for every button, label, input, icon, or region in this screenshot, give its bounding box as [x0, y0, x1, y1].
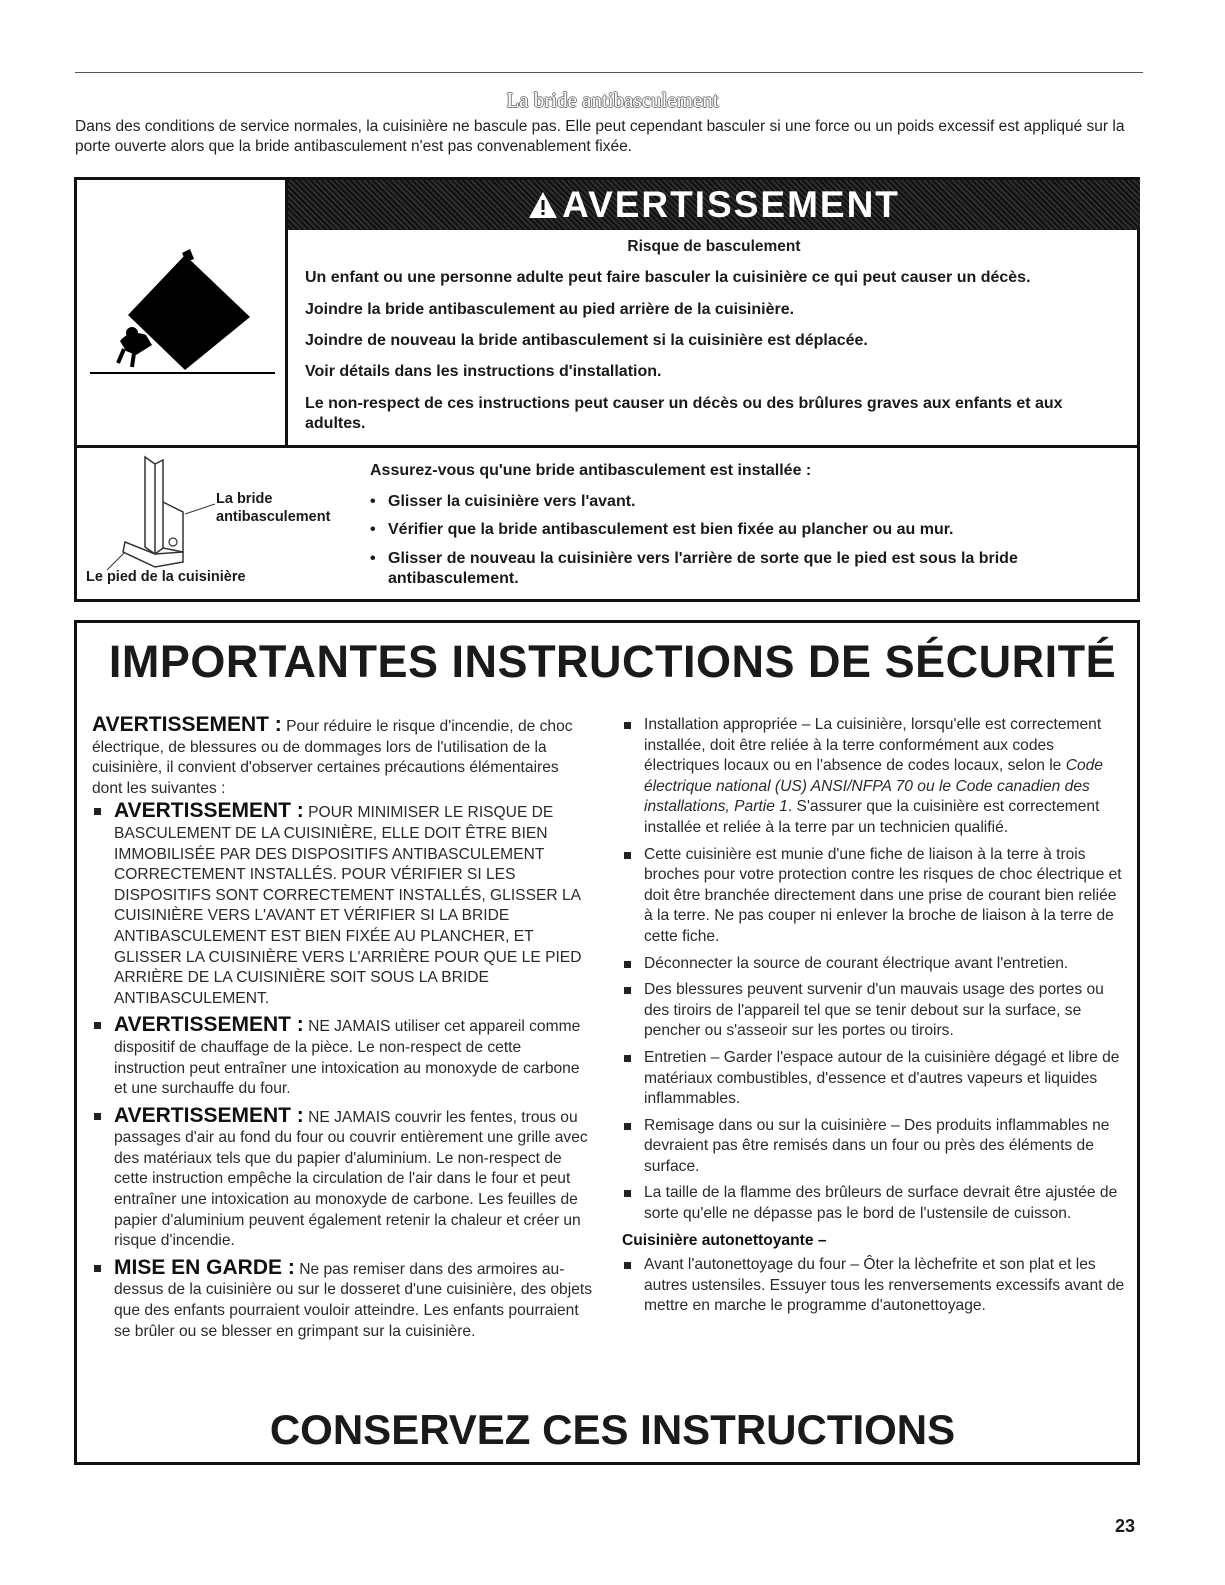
hazard-line: Joindre la bride antibasculement au pied arrière de la cuisinière. [305, 301, 795, 318]
safety-right-column [622, 715, 1127, 1323]
section-title: La bride antibasculement [506, 88, 719, 112]
list-item [622, 980, 1127, 1042]
assure-item-text: Glisser de nouveau la cuisinière vers l'arrière de sorte que le pied est sous la bride antibasculement. [388, 550, 1018, 587]
safety-left-column [92, 715, 592, 1348]
bullet-icon [622, 715, 644, 839]
list-item-text: Des blessures peuvent survenir d'un mauvais usage des portes ou des tiroirs de l'appareil tel que se tenir debout sur la surface, se pencher ou s'asseoir sur les portes ou tiroirs. [644, 981, 1104, 1040]
hazard-line: Joindre de nouveau la bride antibasculement si la cuisinière est déplacée. [305, 332, 868, 349]
bullet-icon [92, 1015, 114, 1099]
list-item [622, 1255, 1127, 1317]
warning-divider-horizontal [77, 445, 1139, 448]
caution-keyword: MISE EN GARDE : [114, 1255, 295, 1279]
tip-over-illustration-icon [90, 245, 280, 385]
list-item [92, 1255, 592, 1342]
bullet-icon [622, 1255, 644, 1317]
hazard-line: Un enfant ou une personne adulte peut faire basculer la cuisinière ce qui peut causer un décès. [305, 269, 1031, 286]
bullet-icon [92, 801, 114, 1009]
list-item-text: Cette cuisinière est munie d'une fiche de liaison à la terre à trois broches pour votre protection contre les risques de choc électrique et doit être branchée directement dans une prise de courant bien reliée à la terre. Ne pas couper ni enlever la broche de liaison à la terre de cette fiche. [644, 845, 1122, 945]
list-item [622, 1048, 1127, 1110]
list-item [622, 954, 1127, 975]
bracket-label [216, 490, 330, 526]
safety-intro-text: Pour réduire le risque d'incendie, de choc électrique, de blessures ou de dommages lors de l'utilisation de la cuisinière, il convient d'observer certaines précautions élémentaires dont les suivantes : [92, 718, 573, 797]
list-item [92, 801, 592, 1009]
list-item-text: NE JAMAIS utiliser cet appareil comme dispositif de chauffage de la pièce. Le non-respect de cette instruction peut entraîner une intoxication au monoxyde de carbone et une surchauffe du four. [114, 1018, 581, 1098]
bullet-icon [622, 845, 644, 948]
list-item-text: La taille de la flamme des brûleurs de surface devrait être ajustée de sorte qu'elle ne dépasse pas le bord de l'ustensile de cuisson. [644, 1184, 1118, 1223]
conserve-footer: CONSERVEZ CES INSTRUCTIONS [269, 1406, 956, 1453]
bullet-icon [622, 1048, 644, 1110]
safety-intro [92, 715, 592, 799]
warning-keyword: AVERTISSEMENT : [114, 1103, 304, 1127]
list-item-text: Installation appropriée – La cuisinière, lorsqu'elle est correctement installée, doit être reliée à la terre conformément aux codes électriques locaux ou en l'absence de codes locaux, selon le [644, 716, 1102, 775]
assure-item: • Vérifier que la bride antibasculement est bien fixée au plancher ou au mur. [370, 521, 954, 538]
assure-title: Assurez-vous qu'une bride antibasculement est installée : [370, 462, 812, 479]
foot-label: Le pied de la cuisinière [86, 569, 246, 585]
warning-keyword: AVERTISSEMENT : [92, 713, 282, 736]
list-item [622, 1183, 1127, 1224]
bracket-label-line: La bride [216, 491, 273, 507]
code-reference: Code électrique national (US) ANSI/NFPA 70 ou le Code canadien des installations, Partie 1 [644, 757, 1103, 816]
bullet-icon [622, 1183, 644, 1224]
list-item-text: . S'assurer que la cuisinière est correctement installée et reliée à la terre par un technicien qualifié. [644, 798, 1100, 836]
hazard-line: Le non-respect de ces instructions peut causer un décès ou des brûlures graves aux enfants et aux adultes. [305, 395, 1063, 432]
bracket-label-line: antibasculement [216, 509, 331, 525]
list-item-text: Avant l'autonettoyage du four – Ôter la lèchefrite et son plat et les autres ustensiles. Essuyer tous les renversements excessifs avant de mettre en marche le programme d'autonettoyage. [644, 1256, 1125, 1315]
list-item-text: Remisage dans ou sur la cuisinière – Des produits inflammables ne devraient pas être remisés dans un four ou près des éléments de surface. [644, 1116, 1110, 1175]
warning-keyword: AVERTISSEMENT : [114, 799, 304, 823]
list-item-text: NE JAMAIS couvrir les fentes, trous ou passages d'air au fond du four ou couvrir entièrement une grille avec des matériaux tels que du papier d'aluminium. Le non-respect de cette instruction empêche la circulation de l'air dans le four et peut entraîner une intoxication au monoxyde de carbone. Les feuilles de papier d'aluminium peuvent également retenir la chaleur et créer un risque d'incendie. [114, 1108, 588, 1250]
assure-item: • Glisser de nouveau la cuisinière vers l'arrière de sorte que le pied est sous la bride antibasculement. [370, 549, 1130, 589]
list-item-text: Ne pas remiser dans des armoires au-dessus de la cuisinière ou sur le dosseret d'une cuisinière, des objets que des enfants pourraient vouloir atteindre. Les enfants pourraient se brûler ou se blesser en grimpant sur la cuisinière. [114, 1260, 592, 1340]
bullet-icon [622, 1116, 644, 1178]
assure-item-text: Vérifier que la bride antibasculement est bien fixée au plancher ou au mur. [388, 521, 954, 538]
bullet-icon [622, 980, 644, 1042]
assure-item-text: Glisser la cuisinière vers l'avant. [388, 493, 636, 510]
self-clean-title: Cuisinière autonettoyante – [622, 1231, 827, 1249]
assure-item: • Glisser la cuisinière vers l'avant. [370, 493, 636, 510]
list-item [622, 715, 1127, 839]
warning-keyword: AVERTISSEMENT : [114, 1013, 304, 1037]
page-number: 23 [1115, 1516, 1136, 1536]
list-item [622, 1116, 1127, 1178]
bullet-icon [622, 954, 644, 975]
hazard-line: Voir détails dans les instructions d'installation. [305, 363, 662, 380]
intro-paragraph: Dans des conditions de service normales, la cuisinière ne bascule pas. Elle peut cependant basculer si une force ou un poids excessif est appliqué sur la porte ouverte alors que la bride antibasculement n'est pas convenablement fixée. [75, 118, 1125, 155]
warning-triangle-icon [528, 191, 558, 219]
bullet-icon [92, 1258, 114, 1342]
warning-banner [288, 180, 1140, 230]
bullet-icon [92, 1106, 114, 1252]
list-item [622, 845, 1127, 948]
warning-banner-text: AVERTISSEMENT [562, 184, 900, 225]
list-item [92, 1103, 592, 1252]
list-item [92, 1015, 592, 1099]
list-item-text: POUR MINIMISER LE RISQUE DE BASCULEMENT DE LA CUISINIÈRE, ELLE DOIT ÊTRE BIEN IMMOBILISÉE PAR DES DISPOSITIFS ANTIBASCULEMENT CORRECTEMENT INSTALLÉS. POUR VÉRIFIER SI LES DISPOSITIFS SONT CORRECTEMENT INSTALLÉS, GLISSER LA CUISINIÈRE VERS L'AVANT ET VÉRIFIER SI LA BRIDE ANTIBASCULEMENT EST BIEN FIXÉE AU PLANCHER, ET GLISSER LA CUISINIÈRE VERS L'ARRIÈRE POUR QUE LE PIED ARRIÈRE DE LA CUISINIÈRE SOIT SOUS LA BRIDE ANTIBASCULEMENT. [114, 804, 582, 1007]
list-item-text: Entretien – Garder l'espace autour de la cuisinière dégagé et libre de matériaux combustibles, d'essence et d'autres vapeurs et liquides inflammables. [644, 1048, 1120, 1108]
top-rule [75, 72, 1143, 73]
safety-heading: IMPORTANTES INSTRUCTIONS DE SÉCURITÉ [108, 636, 1117, 687]
hazard-title: Risque de basculement [627, 238, 801, 255]
list-item-text: Déconnecter la source de courant électrique avant l'entretien. [644, 954, 1069, 972]
